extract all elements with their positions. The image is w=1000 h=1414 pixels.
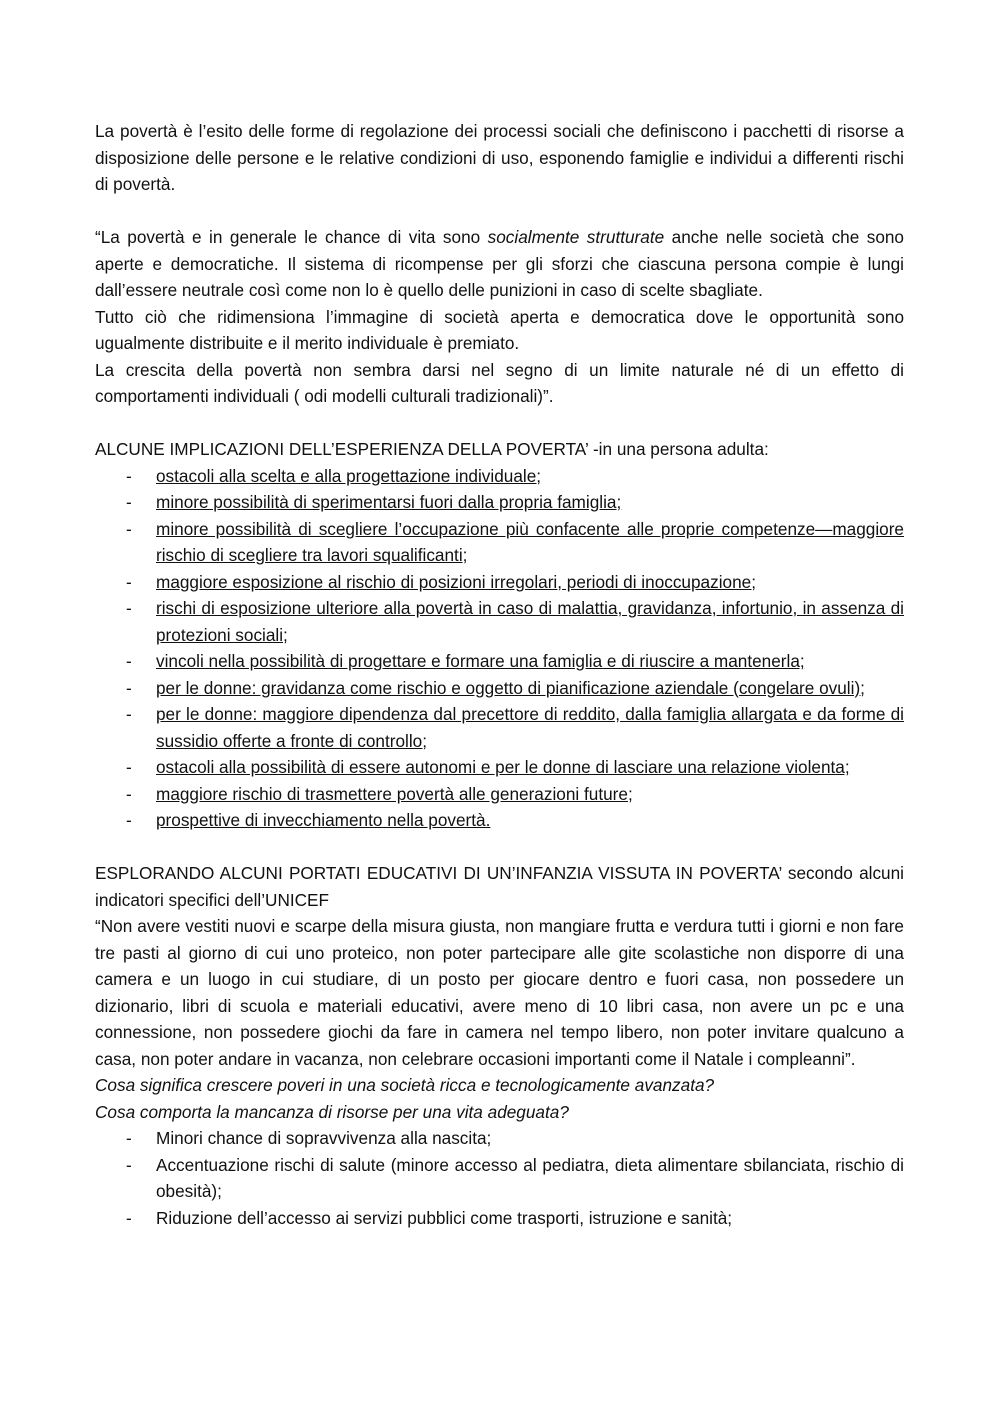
unicef-quote: “Non avere vestiti nuovi e scarpe della misura giusta, non mangiare frutta e verdura tutti i giorni e non fare tre pasti al giorno di cui uno proteico, non poter partecipare alle gite scolastiche non disporre di una camera e un luogo in cui studiare, di un posto per giocare dentro e fuori casa, non possedere un dizionario, libri di scuola e materiali educativi, avere meno di 10 libri casa, non avere un pc e una connessione, non possedere giochi da fare in camera nel tempo libero, non poter invitare qualcuno a casa, non poter andare in vacanza, non celebrare occasioni importanti come il Natale i compleanni”. bbox=[95, 916, 904, 1069]
spacer bbox=[95, 834, 904, 861]
bullet-dash: - bbox=[126, 757, 132, 777]
bullet-dash: - bbox=[126, 492, 132, 512]
list-item bbox=[95, 1152, 904, 1205]
list-item-text: maggiore rischio di trasmettere povertà alle generazioni future; bbox=[156, 783, 633, 804]
list-item bbox=[95, 754, 904, 781]
list-item bbox=[95, 675, 904, 702]
list-item bbox=[95, 1125, 904, 1152]
bullet-dash: - bbox=[126, 1207, 132, 1228]
quote-paragraph bbox=[95, 224, 904, 304]
list-item-text: Riduzione dell’accesso ai servizi pubblici come trasporti, istruzione e sanità; bbox=[156, 1207, 733, 1228]
bullet-dash: - bbox=[126, 598, 132, 618]
list-item-text: Accentuazione rischi di salute (minore accesso al pediatra, dieta alimentare sbilanciata, rischio di obesità); bbox=[156, 1154, 904, 1201]
list-item-text: ostacoli alla possibilità di essere autonomi e per le donne di lasciare una relazione violenta; bbox=[156, 757, 850, 777]
quote-italic-phrase: socialmente strutturate bbox=[487, 227, 665, 247]
intro-paragraph: La povertà è l’esito delle forme di regolazione dei processi sociali che definiscono i pacchetti di risorse a disposizione delle persone e le relative condizioni di uso, esponendo famiglie e individui a differenti rischi di povertà. bbox=[95, 121, 904, 194]
section2-heading: ESPLORANDO ALCUNI PORTATI EDUCATIVI DI UN’INFANZIA VISSUTA IN POVERTA’ secondo alcuni indicatori specifici dell’UNICEF bbox=[95, 863, 904, 910]
question-2 bbox=[95, 1099, 904, 1126]
list-item-text: per le donne: maggiore dipendenza dal precettore di reddito, dalla famiglia allargata e da forme di sussidio offerte a fronte di controllo; bbox=[156, 704, 904, 751]
spacer bbox=[95, 410, 904, 437]
section1-heading: ALCUNE IMPLICAZIONI DELL’ESPERIENZA DELLA POVERTA’ -in una persona adulta: bbox=[95, 439, 769, 459]
section1-list bbox=[95, 463, 904, 834]
list-item bbox=[95, 807, 904, 834]
list-item-text: prospettive di invecchiamento nella povertà. bbox=[156, 810, 491, 830]
bullet-dash: - bbox=[126, 810, 132, 830]
bullet-dash: - bbox=[126, 571, 132, 592]
spacer bbox=[95, 198, 904, 225]
quote-paragraph-3: La crescita della povertà non sembra darsi nel segno di un limite naturale né di un effetto di comportamenti individuali ( odi modelli culturali tradizionali)”. bbox=[95, 359, 904, 406]
list-item-text: minore possibilità di scegliere l’occupazione più confacente alle proprie competenze—maggiore rischio di scegliere tra lavori squalificanti; bbox=[156, 518, 904, 565]
bullet-dash: - bbox=[126, 651, 132, 671]
section2-list bbox=[95, 1125, 904, 1231]
question-2-text: Cosa comporta la mancanza di risorse per una vita adeguata? bbox=[95, 1101, 569, 1122]
bullet-dash: - bbox=[126, 1128, 132, 1148]
bullet-dash: - bbox=[126, 783, 132, 804]
question-1-text: Cosa significa crescere poveri in una società ricca e tecnologicamente avanzata? bbox=[95, 1075, 715, 1095]
list-item bbox=[95, 1205, 904, 1232]
list-item-text: rischi di esposizione ulteriore alla povertà in caso di malattia, gravidanza, infortunio, in assenza di protezioni sociali; bbox=[156, 598, 904, 645]
quote-paragraph-2: Tutto ciò che ridimensiona l’immagine di società aperta e democratica dove le opportunità sono ugualmente distribuite e il merito individuale è premiato. bbox=[95, 306, 904, 353]
list-item bbox=[95, 516, 904, 569]
bullet-dash: - bbox=[126, 677, 132, 698]
list-item bbox=[95, 463, 904, 490]
list-item bbox=[95, 648, 904, 675]
list-item bbox=[95, 489, 904, 516]
list-item-text: Minori chance di sopravvivenza alla nascita; bbox=[156, 1128, 492, 1148]
list-item bbox=[95, 595, 904, 648]
quote-text-start: “La povertà e in generale le chance di vita sono bbox=[95, 227, 488, 247]
bullet-dash: - bbox=[126, 1154, 132, 1175]
bullet-dash: - bbox=[126, 465, 132, 486]
list-item-text: minore possibilità di sperimentarsi fuori dalla propria famiglia; bbox=[156, 492, 622, 512]
bullet-dash: - bbox=[126, 518, 132, 539]
list-item bbox=[95, 569, 904, 596]
list-item bbox=[95, 781, 904, 808]
question-1 bbox=[95, 1072, 904, 1099]
list-item-text: ostacoli alla scelta e alla progettazione individuale; bbox=[156, 465, 542, 486]
bullet-dash: - bbox=[126, 704, 132, 724]
list-item-text: vincoli nella possibilità di progettare e formare una famiglia e di riuscire a mantenerla; bbox=[156, 651, 805, 671]
list-item-text: per le donne: gravidanza come rischio e oggetto di pianificazione aziendale (congelare ovuli); bbox=[156, 677, 865, 698]
list-item-text: maggiore esposizione al rischio di posizioni irregolari, periodi di inoccupazione; bbox=[156, 571, 756, 592]
list-item bbox=[95, 701, 904, 754]
quote-text-end: anche nelle società che sono aperte e democratiche. Il sistema di ricompense per gli sforzi che ciascuna persona compie è lungi dall’essere neutrale così come non lo è quello delle punizioni in caso di scelte sbagliate. bbox=[95, 227, 904, 300]
